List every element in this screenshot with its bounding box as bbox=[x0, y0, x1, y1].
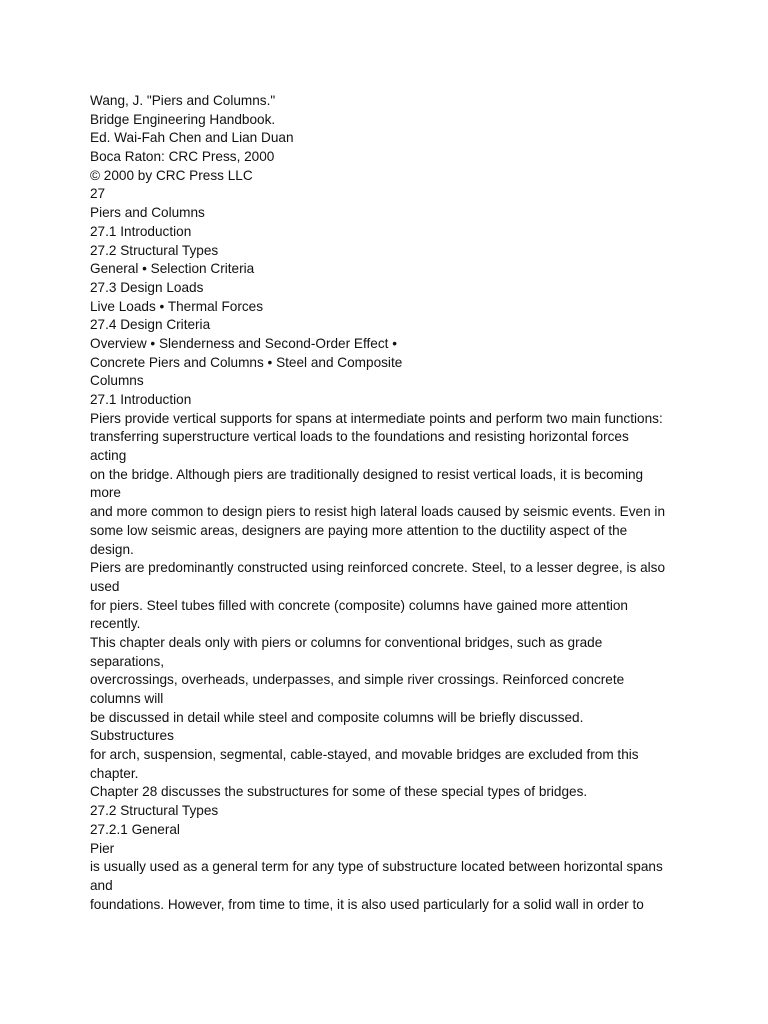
toc-subentries: Columns bbox=[90, 373, 144, 389]
toc-subentries: General • Selection Criteria bbox=[90, 261, 255, 277]
body-text-line: and more common to design piers to resist high lateral loads caused by seismic events. Even in bbox=[90, 504, 665, 520]
body-text-line: transferring superstructure vertical loads to the foundations and resisting horizontal forces bbox=[90, 429, 629, 445]
body-text-line: overcrossings, overheads, underpasses, and simple river crossings. Reinforced concrete bbox=[90, 672, 625, 688]
section-heading: 27.2 Structural Types bbox=[90, 803, 219, 819]
body-text-line: separations, bbox=[90, 653, 165, 669]
body-text-line: foundations. However, from time to time, it is also used particularly for a solid wall in order to bbox=[90, 896, 644, 912]
body-text-line: for arch, suspension, segmental, cable-stayed, and movable bridges are excluded from this bbox=[90, 747, 639, 763]
toc-entry: 27.2 Structural Types bbox=[90, 242, 219, 258]
citation-publisher: Boca Raton: CRC Press, 2000 bbox=[90, 149, 275, 165]
body-text-line: design. bbox=[90, 541, 134, 557]
body-text-line: Substructures bbox=[90, 728, 174, 744]
body-text-line: recently. bbox=[90, 616, 141, 632]
body-text-line: This chapter deals only with piers or columns for conventional bridges, such as grade bbox=[90, 634, 603, 650]
body-text-line: more bbox=[90, 485, 121, 501]
body-text-line: used bbox=[90, 578, 120, 594]
body-text-line: Chapter 28 discusses the substructures for some of these special types of bridges. bbox=[90, 784, 588, 800]
toc-subentries: Overview • Slenderness and Second-Order Effect • bbox=[90, 335, 397, 351]
chapter-number: 27 bbox=[90, 186, 106, 202]
body-text-line: on the bridge. Although piers are traditionally designed to resist vertical loads, it is becoming bbox=[90, 466, 644, 482]
body-text-line: Pier bbox=[90, 840, 115, 856]
toc-entry: 27.4 Design Criteria bbox=[90, 317, 211, 333]
body-text-line: Piers provide vertical supports for spans at intermediate points and perform two main functions: bbox=[90, 410, 663, 426]
body-text-line: be discussed in detail while steel and composite columns will be briefly discussed. bbox=[90, 709, 584, 725]
citation-editors: Ed. Wai-Fah Chen and Lian Duan bbox=[90, 130, 294, 146]
toc-subentries: Concrete Piers and Columns • Steel and Composite bbox=[90, 354, 403, 370]
toc-entry: 27.3 Design Loads bbox=[90, 279, 204, 295]
citation-author-title: Wang, J. "Piers and Columns." bbox=[90, 93, 276, 108]
section-heading: 27.1 Introduction bbox=[90, 392, 192, 407]
body-text-line: is usually used as a general term for any type of substructure located between horizontal spans bbox=[90, 859, 663, 875]
toc-subentries: Live Loads • Thermal Forces bbox=[90, 298, 263, 314]
body-text-line: columns will bbox=[90, 691, 164, 706]
body-text-line: some low seismic areas, designers are paying more attention to the ductility aspect of the bbox=[90, 522, 628, 538]
document-page bbox=[90, 92, 750, 914]
body-text-line: and bbox=[90, 877, 113, 893]
citation-copyright: © 2000 by CRC Press LLC bbox=[90, 167, 253, 183]
citation-book: Bridge Engineering Handbook. bbox=[90, 111, 276, 127]
subsection-heading: 27.2.1 General bbox=[90, 821, 180, 837]
body-text-line: chapter. bbox=[90, 765, 139, 781]
chapter-title: Piers and Columns bbox=[90, 205, 205, 221]
body-text-line: Piers are predominantly constructed using reinforced concrete. Steel, to a lesser degree, is also bbox=[90, 560, 666, 576]
body-text-line: acting bbox=[90, 448, 127, 464]
toc-entry: 27.1 Introduction bbox=[90, 223, 192, 239]
body-text-line: for piers. Steel tubes filled with concrete (composite) columns have gained more attention bbox=[90, 597, 628, 613]
